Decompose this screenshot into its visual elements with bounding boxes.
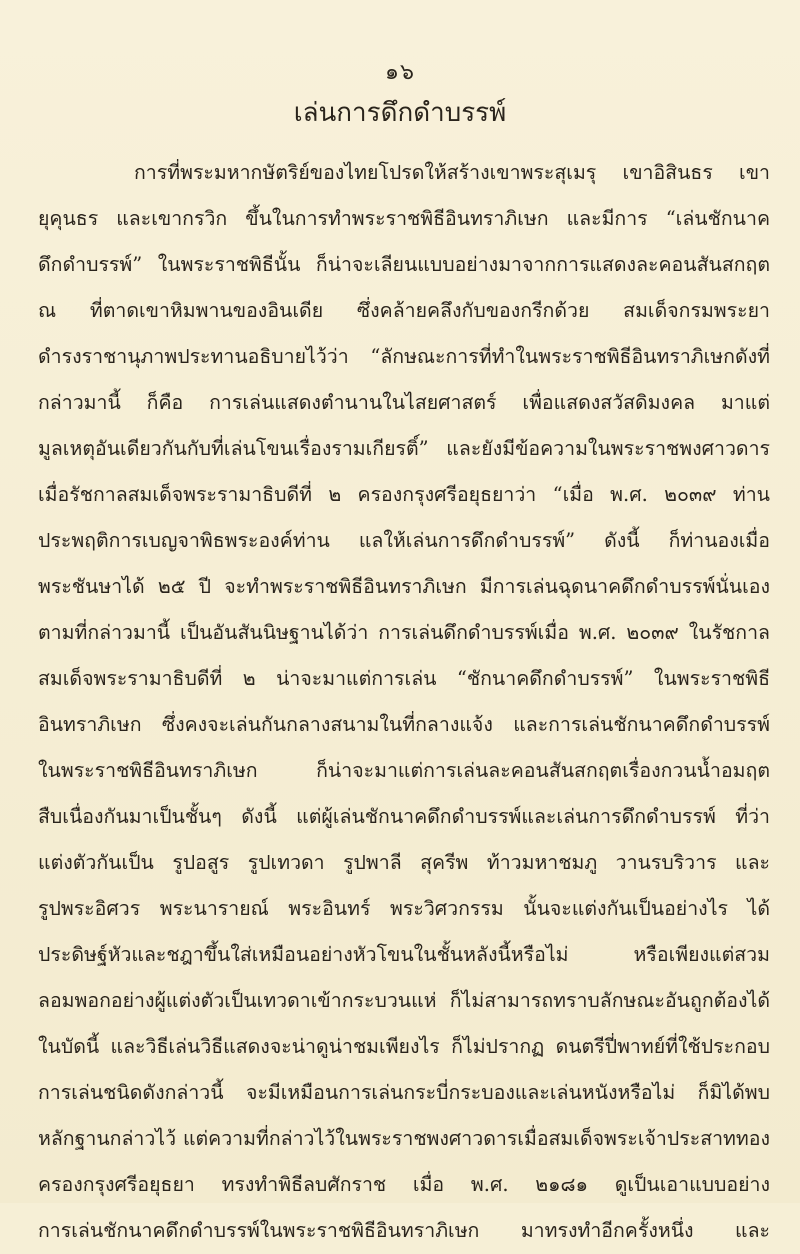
- text-line: ณ ที่ตาดเขาหิมพานของอินเดีย ซึ่งคล้ายคลึงกับของกรีกด้วย สมเด็จกรมพระยา: [38, 299, 770, 322]
- text-line: สมเด็จพระรามาธิบดีที่ ๒ น่าจะมาแต่การเล่น “ชักนาคดึกดำบรรพ์” ในพระราชพิธี: [38, 667, 770, 690]
- text-line: พระชันษาได้ ๒๕ ปี จะทำพระราชพิธีอินทราภิเษก มีการเล่นฉุดนาคดึกดำบรรพ์นั่นเอง: [38, 575, 770, 598]
- text-line: เมื่อรัชกาลสมเด็จพระรามาธิบดีที่ ๒ ครองกรุงศรีอยุธยาว่า “เมื่อ พ.ศ. ๒๐๓๙ ท่าน: [38, 483, 770, 506]
- text-line: กล่าวมานี้ ก็คือ การเล่นแสดงตำนานในไสยศาสตร์ เพื่อแสดงสวัสดิมงคล มาแต่: [38, 391, 770, 414]
- page-number: ๑๖: [385, 60, 415, 85]
- text-line: แต่งตัวกันเป็น รูปอสูร รูปเทวดา รูปพาลี สุครีพ ท้าวมหาชมภู วานรบริวาร และ: [38, 851, 770, 874]
- text-line: ในพระราชพิธีอินทราภิเษก ก็น่าจะมาแต่การเล่นละคอนสันสกฤตเรื่องกวนน้ำอมฤต: [38, 759, 770, 782]
- text-line: สืบเนื่องกันมาเป็นชั้นๆ ดังนี้ แต่ผู้เล่นชักนาคดึกดำบรรพ์และเล่นการดึกดำบรรพ์ ที่ว่า: [38, 805, 770, 828]
- text-line: ลอมพอกอย่างผู้แต่งตัวเป็นเทวดาเข้ากระบวนแห่ ก็ไม่สามารถทราบลักษณะอันถูกต้องได้: [38, 989, 770, 1012]
- text-line: หลักฐานกล่าวไว้ แต่ความที่กล่าวไว้ในพระราชพงศาวดารเมื่อสมเด็จพระเจ้าประสาททอง: [38, 1127, 770, 1150]
- text-line: ยุคุนธร และเขากรวิก ขึ้นในการทำพระราชพิธีอินทราภิเษก และมีการ “เล่นชักนาค: [38, 207, 770, 230]
- text-line: รูปพระอิศวร พระนารายณ์ พระอินทร์ พระวิศวกรรม นั้นจะแต่งกันเป็นอย่างไร ได้: [38, 897, 770, 920]
- page-title: เล่นการดึกดำบรรพ์: [293, 98, 507, 128]
- text-line: ดึกดำบรรพ์” ในพระราชพิธีนั้น ก็น่าจะเลียนแบบอย่างมาจากการแสดงละคอนสันสกฤต: [38, 253, 770, 276]
- text-line: การเล่นชนิดดังกล่าวนี้ จะมีเหมือนการเล่นกระบี่กระบองและเล่นหนังหรือไม่ ก็มิได้พบ: [38, 1081, 770, 1104]
- body-paragraph: [38, 150, 770, 1254]
- text-line: ดำรงราชานุภาพประทานอธิบายไว้ว่า “ลักษณะการที่ทำในพระราชพิธีอินทราภิเษกดังที่: [38, 345, 770, 368]
- text-line: ประดิษฐ์หัวและชฎาขึ้นใส่เหมือนอย่างหัวโขนในชั้นหลังนี้หรือไม่ หรือเพียงแต่สวม: [38, 943, 770, 966]
- text-line: มูลเหตุอันเดียวกันกับที่เล่นโขนเรื่องรามเกียรติ์” และยังมีข้อความในพระราชพงศาวดาร: [38, 437, 770, 460]
- text-line: อินทราภิเษก ซึ่งคงจะเล่นกันกลางสนามในที่กลางแจ้ง และการเล่นชักนาคดึกดำบรรพ์: [38, 713, 770, 736]
- text-line: การเล่นชักนาคดึกดำบรรพ์ในพระราชพิธีอินทราภิเษก มาทรงทำอีกครั้งหนึ่ง และ: [38, 1219, 770, 1242]
- text-line: ประพฤติการเบญจาพิธพระองค์ท่าน แลให้เล่นการดึกดำบรรพ์” ดังนี้ ก็ท่านองเมื่อ: [38, 529, 770, 552]
- text-line: การที่พระมหากษัตริย์ของไทยโปรดให้สร้างเขาพระสุเมรุ เขาอิสินธร เขา: [134, 161, 770, 184]
- text-line: ในบัดนี้ และวิธีเล่นวิธีแสดงจะน่าดูน่าชมเพียงไร ก็ไม่ปรากฏ ดนตรีปี่พาทย์ที่ใช้ประกอบ: [38, 1035, 770, 1058]
- text-line: ตามที่กล่าวมานี้ เป็นอันสันนิษฐานได้ว่า การเล่นดึกดำบรรพ์เมื่อ พ.ศ. ๒๐๓๙ ในรัชกาล: [38, 621, 770, 644]
- text-line: ครองกรุงศรีอยุธยา ทรงทำพิธีลบศักราช เมื่อ พ.ศ. ๒๑๘๑ ดูเป็นเอาแบบอย่าง: [38, 1173, 770, 1196]
